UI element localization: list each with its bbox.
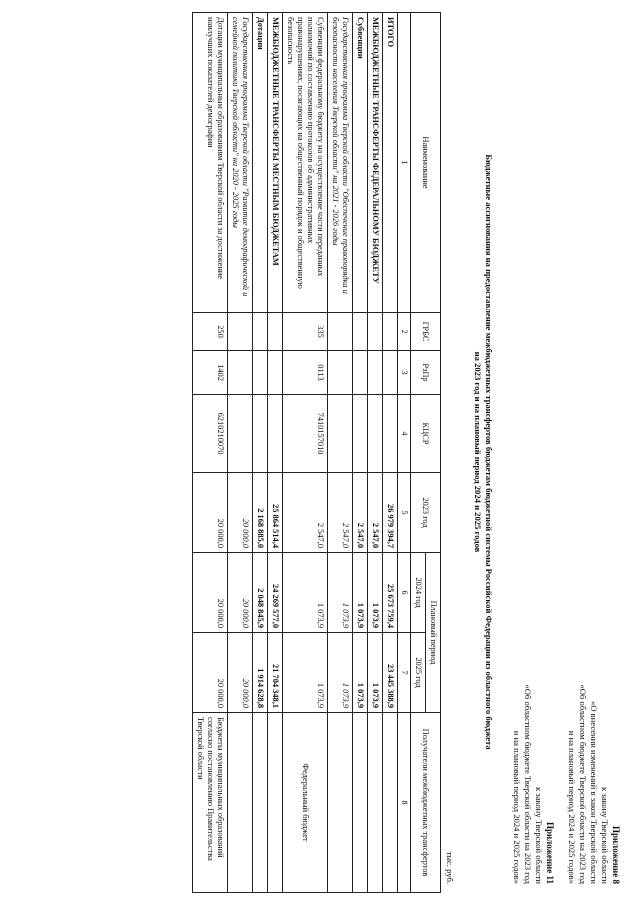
cell-recipient	[328, 713, 353, 893]
document-title	[472, 12, 494, 892]
cell-kcsr	[253, 395, 268, 473]
table-row	[253, 13, 268, 893]
cell-rzpr	[383, 351, 398, 395]
table-row	[228, 13, 253, 893]
cell-kcsr	[228, 395, 253, 473]
table-body	[193, 13, 398, 893]
column-index: 2	[398, 313, 411, 351]
table-row	[193, 13, 228, 893]
cell-2024: 1 073,9	[328, 553, 353, 633]
cell-2023: 2 547,0	[368, 473, 383, 553]
cell-rzpr: 0113	[283, 351, 328, 395]
document-title-line2: на 2023 год и на плановый период 2024 и 2025 годов	[473, 351, 483, 553]
cell-recipient	[383, 713, 398, 893]
cell-name: ИТОГО	[383, 13, 398, 313]
cell-kcsr: 6210210070	[193, 395, 228, 473]
cell-grbs: 335	[283, 313, 328, 351]
budget-table	[192, 12, 441, 893]
cell-name: Дотации	[253, 13, 268, 313]
cell-name: Субвенции	[353, 13, 368, 313]
cell-2023: 25 864 514,4	[268, 473, 283, 553]
col-header-grbs: ГРБС	[411, 313, 441, 351]
cell-2025: 20 000,0	[193, 633, 228, 713]
cell-2023: 2 168 885,0	[253, 473, 268, 553]
table-row	[283, 13, 328, 893]
cell-kcsr	[353, 395, 368, 473]
cell-2024: 1 073,9	[283, 553, 328, 633]
cell-2025: 23 445 388,9	[383, 633, 398, 713]
cell-2023: 20 000,0	[228, 473, 253, 553]
cell-recipient	[253, 713, 268, 893]
column-index-row	[398, 13, 411, 893]
table-row	[368, 13, 383, 893]
cell-kcsr	[368, 395, 383, 473]
cell-2023: 26 979 394,7	[383, 473, 398, 553]
rotated-sheet	[15, 12, 625, 892]
appendix-11-header	[511, 684, 555, 884]
cell-name: Дотации муниципальным образованиям Тверской области за достижение наилучших показателей демографии	[193, 13, 228, 313]
column-index: 7	[398, 633, 411, 713]
cell-kcsr	[383, 395, 398, 473]
cell-2025: 1 914 628,8	[253, 633, 268, 713]
cell-2024: 1 073,9	[353, 553, 368, 633]
cell-grbs	[353, 313, 368, 351]
col-header-name: Наименование	[411, 13, 441, 313]
appendix-11-line: к закону Тверской области	[534, 787, 544, 884]
cell-name: Государственная программа Тверской области "Развитие демографической и семейной политики Тверской области" на 2020 - 2025 годы	[228, 13, 253, 313]
cell-2025: 20 000,0	[228, 633, 253, 713]
cell-2024: 2 048 845,9	[253, 553, 268, 633]
cell-2023: 2 547,0	[328, 473, 353, 553]
col-header-kcsr: КЦСР	[411, 395, 441, 473]
column-index: 1	[398, 13, 411, 313]
table-row	[328, 13, 353, 893]
cell-recipient	[228, 713, 253, 893]
col-header-rzpr: РзПр	[411, 351, 441, 395]
col-header-2025: 2025 год	[411, 633, 426, 713]
appendix-8-header	[566, 684, 621, 884]
appendix-8-line: и на плановый период 2024 и 2025 годов»	[567, 730, 577, 884]
cell-2023: 2 547,0	[283, 473, 328, 553]
cell-2024: 1 073,9	[368, 553, 383, 633]
cell-2024: 25 673 759,4	[383, 553, 398, 633]
cell-recipient: Бюджеты муниципальных образований согласно постановлению Правительства Тверской области	[193, 713, 228, 893]
col-header-planned: Плановый период	[426, 553, 441, 713]
column-index: 5	[398, 473, 411, 553]
units-label: тыс. руб.	[445, 851, 455, 884]
cell-rzpr	[253, 351, 268, 395]
cell-2024: 20 000,0	[228, 553, 253, 633]
column-index: 4	[398, 395, 411, 473]
appendix-8-title: Приложение 8	[611, 825, 621, 884]
cell-kcsr: 7410157010	[283, 395, 328, 473]
cell-name: МЕЖБЮДЖЕТНЫЕ ТРАНСФЕРТЫ МЕСТНЫМ БЮДЖЕТАМ	[268, 13, 283, 313]
appendix-11-line: «Об областном бюджете Тверской области на 2023 год	[523, 684, 533, 884]
cell-recipient	[268, 713, 283, 893]
table-header	[398, 13, 441, 893]
cell-grbs: 250	[193, 313, 228, 351]
cell-grbs	[228, 313, 253, 351]
cell-kcsr	[328, 395, 353, 473]
appendix-8-line: «Об областном бюджете Тверской области на 2023 год	[578, 684, 588, 884]
cell-grbs	[383, 313, 398, 351]
cell-rzpr	[353, 351, 368, 395]
col-header-2023: 2023 год	[411, 473, 441, 553]
table-row	[353, 13, 368, 893]
appendix-11-title: Приложение 11	[545, 821, 555, 884]
column-index: 6	[398, 553, 411, 633]
cell-rzpr	[268, 351, 283, 395]
appendix-8-line: к закону Тверской области	[600, 787, 610, 884]
appendix-8-line: «О внесении изменений в закон Тверской области	[589, 701, 599, 884]
cell-grbs	[253, 313, 268, 351]
cell-rzpr: 1402	[193, 351, 228, 395]
cell-kcsr	[268, 395, 283, 473]
document-title-line1: Бюджетные ассигнования на предоставление межбюджетных трансфертов бюджетам бюджетной системы Российской Федерации из областного бюджета	[484, 154, 494, 750]
cell-2025: 1 073,9	[353, 633, 368, 713]
table-row	[268, 13, 283, 893]
cell-recipient	[353, 713, 368, 893]
cell-recipient: Федеральный бюджет	[283, 713, 328, 893]
cell-2025: 1 073,9	[368, 633, 383, 713]
cell-name: Государственная программа Тверской области "Обеспечение правопорядка и безопасности населения Тверской области" на 2021 - 2026 годы	[328, 13, 353, 313]
cell-grbs	[268, 313, 283, 351]
cell-grbs	[368, 313, 383, 351]
cell-rzpr	[228, 351, 253, 395]
cell-name: Субвенции федеральному бюджету на осуществление части переданных полномочий по составлению протоколов об административных правонарушениях, посягающих на общественный порядок и общественную безопасность	[283, 13, 328, 313]
cell-2024: 20 000,0	[193, 553, 228, 633]
cell-2025: 1 073,9	[328, 633, 353, 713]
cell-rzpr	[328, 351, 353, 395]
cell-2025: 1 073,9	[283, 633, 328, 713]
cell-rzpr	[368, 351, 383, 395]
column-index: 3	[398, 351, 411, 395]
cell-2023: 2 547,0	[353, 473, 368, 553]
cell-recipient	[368, 713, 383, 893]
col-header-2024: 2024 год	[411, 553, 426, 633]
cell-2025: 21 704 348,1	[268, 633, 283, 713]
cell-2024: 24 269 577,0	[268, 553, 283, 633]
table-row-total	[383, 13, 398, 893]
cell-2023: 20 000,0	[193, 473, 228, 553]
column-index: 8	[398, 713, 411, 893]
cell-grbs	[328, 313, 353, 351]
cell-name: МЕЖБЮДЖЕТНЫЕ ТРАНСФЕРТЫ ФЕДЕРАЛЬНОМУ БЮДЖЕТУ	[368, 13, 383, 313]
col-header-recipients: Получатели межбюджетных трансфертов	[411, 713, 441, 893]
appendix-11-line: и на плановый период 2024 и 2025 годов»	[512, 730, 522, 884]
